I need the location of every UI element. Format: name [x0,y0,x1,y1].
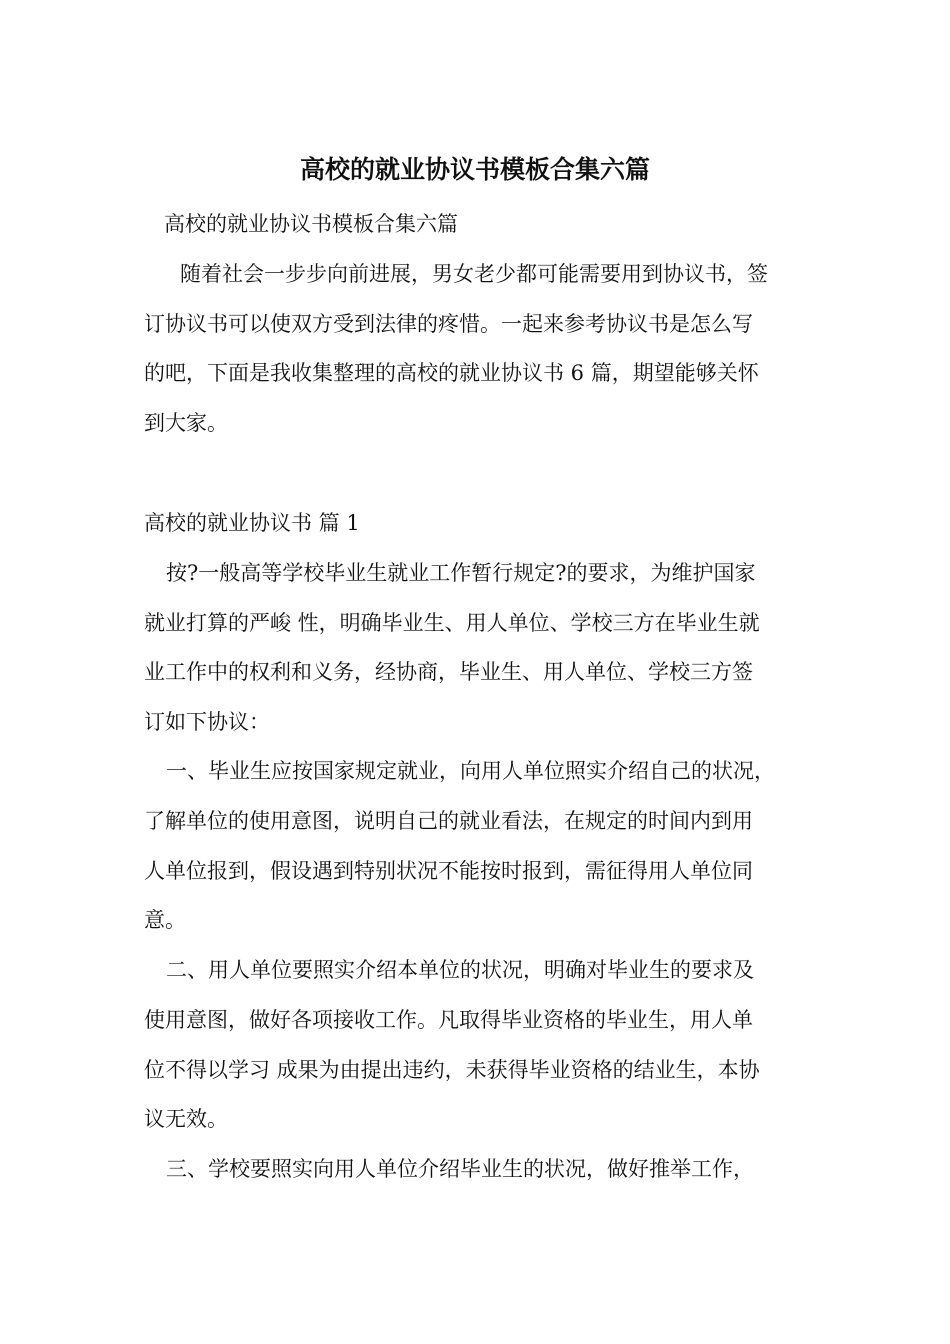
body-line-10: 使用意图，做好各项接收工作。凡取得毕业资格的毕业生，用人单 [144,1008,753,1032]
body-line-8: 意。 [144,908,186,932]
intro-line-3: 的吧，下面是我收集整理的高校的就业协议书 6 篇，期望能够关怀 [144,361,759,385]
document-title: 高校的就业协议书模板合集六篇 [299,155,650,184]
body-line-2: 就业打算的严峻 性，明确毕业生、用人单位、学校三方在毕业生就 [144,611,760,635]
body-line-1: 按?一般高等学校毕业生就业工作暂行规定?的要求，为维护国家 [166,561,756,585]
intro-line-2: 订协议书可以使双方受到法律的疼惜。一起来参考协议书是怎么写 [144,312,753,336]
section-heading: 高校的就业协议书 篇 1 [144,511,360,535]
body-line-7: 人单位报到，假设遇到特别状况不能按时报到，需征得用人单位同 [144,859,753,883]
body-line-5: 一、毕业生应按国家规定就业，向用人单位照实介绍自己的状况， [166,759,775,783]
body-line-6: 了解单位的使用意图，说明自己的就业看法，在规定的时间内到用 [144,809,753,833]
body-line-12: 议无效。 [144,1107,228,1131]
document-subtitle: 高校的就业协议书模板合集六篇 [164,212,458,236]
intro-line-1: 随着社会一步步向前进展，男女老少都可能需要用到协议书，签 [180,262,768,286]
body-line-11: 位不得以学习 成果为由提出违约，未获得毕业资格的结业生，本协 [144,1058,760,1082]
body-line-4: 订如下协议： [144,710,270,734]
body-line-3: 业工作中的权利和义务，经协商，毕业生、用人单位、学校三方签 [144,660,753,684]
body-line-9: 二、用人单位要照实介绍本单位的状况，明确对毕业生的要求及 [166,958,754,982]
body-line-13: 三、学校要照实向用人单位介绍毕业生的状况，做好推举工作， [166,1157,754,1181]
intro-line-4: 到大家。 [144,411,228,435]
